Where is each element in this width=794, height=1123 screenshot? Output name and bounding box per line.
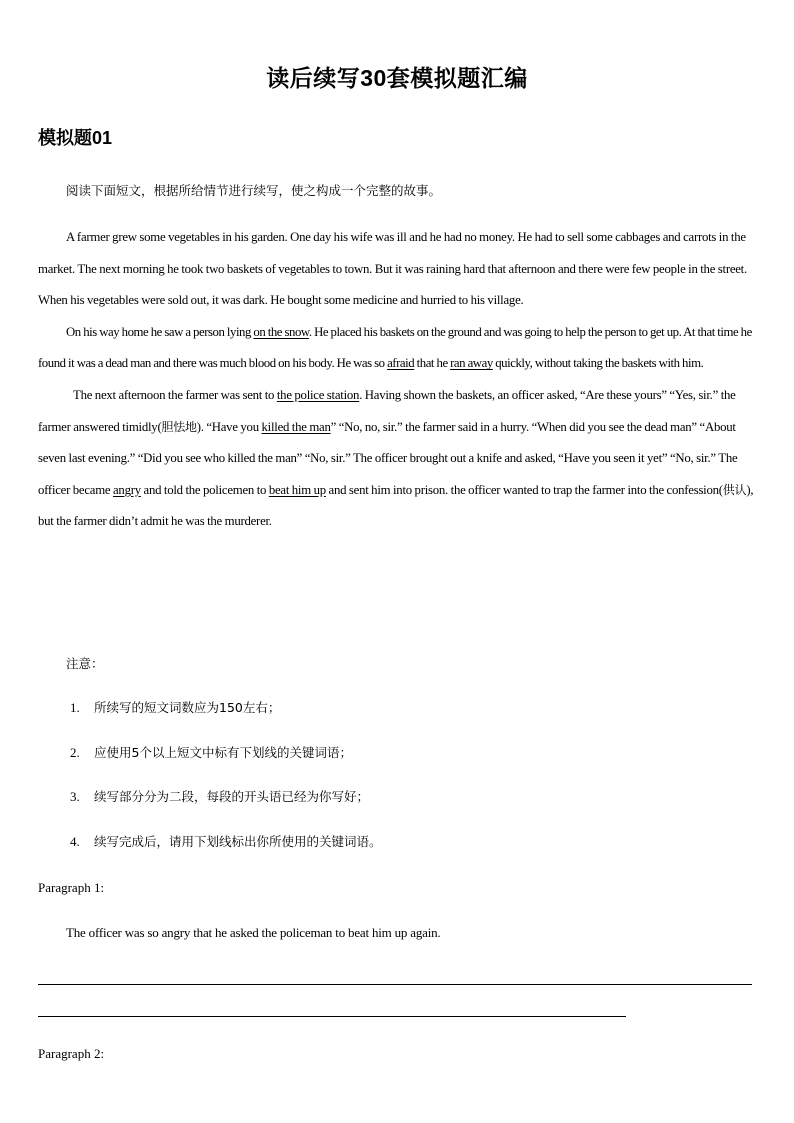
instructions-text: 阅读下面短文，根据所给情节进行续写，使之构成一个完整的故事。	[66, 183, 442, 198]
item-number: 1.	[70, 700, 80, 715]
answer-line[interactable]	[38, 984, 752, 985]
item-text: 所续写的短文词数应为150左右；	[94, 700, 281, 715]
item-number: 2.	[70, 744, 80, 760]
story-paragraph-3	[38, 380, 756, 538]
key-phrase: killed the man	[261, 419, 331, 434]
chinese-gloss: 供认	[722, 482, 747, 497]
item-number: 3.	[70, 789, 80, 805]
requirement-item	[70, 743, 382, 788]
story-text: ” “No, no, sir.” the farmer said in a hurry. “When did you see the dead man” “About seven last evening.” “Did you see who killed the man” “No, sir.” The officer brought out a knife and asked, “Have you seen it yet” “No, sir.” The officer became	[38, 419, 738, 497]
key-phrase: the police station	[276, 387, 360, 402]
key-phrase: afraid	[387, 356, 415, 371]
answer-line[interactable]	[38, 1016, 626, 1017]
key-phrase: beat him up	[268, 482, 326, 497]
item-number: 4.	[70, 833, 80, 849]
requirement-item	[70, 832, 382, 877]
story-paragraph-1: A farmer grew some vegetables in his garden. One day his wife was ill and he had no money. He had to sell some cabbages and carrots in the market. The next morning he took two baskets of vegetables to town. But it was raining hard that afternoon and there were few people in the street. When his vegetables were sold out, it was dark. He bought some medicine and hurried to his village.	[38, 230, 747, 308]
chinese-gloss: 胆怯地	[161, 419, 197, 434]
key-phrase: on the snow	[253, 324, 309, 339]
story-paragraph-2	[38, 317, 756, 380]
story-text: and told the policemen to	[140, 482, 269, 497]
paragraph-2-label: Paragraph 2:	[38, 1046, 105, 1061]
item-text: 续写完成后，请用下划线标出你所使用的关键词语。	[94, 833, 382, 849]
requirement-item	[70, 787, 382, 832]
paragraph-1-opening-sentence: The officer was so angry that he asked the policeman to beat him up again.	[66, 925, 441, 940]
section-heading: 模拟题01	[38, 128, 113, 148]
story-text: that he	[414, 356, 451, 371]
item-text: 续写部分分为二段，每段的开头语已经为你写好；	[94, 789, 370, 805]
story-text: The next afternoon the farmer was sent to	[73, 387, 277, 402]
story-text: and sent him into prison. the officer wanted to trap the farmer into the confession(	[325, 482, 723, 497]
document-title: 读后续写30套模拟题汇编	[266, 65, 528, 91]
story-text: quickly, without taking the baskets with him.	[492, 356, 704, 371]
story-text: ). “Have you	[196, 419, 262, 434]
notes-label: 注意：	[66, 656, 104, 671]
requirements-list	[70, 698, 382, 876]
story-text: ), but the farmer didn’t admit he was the murderer.	[38, 482, 754, 529]
story-text: . He placed his baskets on the ground and was going to help the person to get up. At that time he found it was a dead man and there was much blood on his body. He was so	[38, 324, 752, 371]
story-text: On his way home he saw a person lying	[66, 324, 254, 339]
item-text: 应使用5个以上短文中标有下划线的关键词语；	[94, 744, 352, 760]
paragraph-1-label: Paragraph 1:	[38, 880, 105, 895]
story-passage	[38, 222, 756, 538]
key-phrase: angry	[113, 482, 141, 497]
story-text: . Having shown the baskets, an officer asked, “Are these yours” “Yes, sir.” the farmer answered timidly(	[38, 387, 736, 434]
key-phrase: ran away	[450, 356, 493, 371]
requirement-item	[70, 698, 382, 743]
